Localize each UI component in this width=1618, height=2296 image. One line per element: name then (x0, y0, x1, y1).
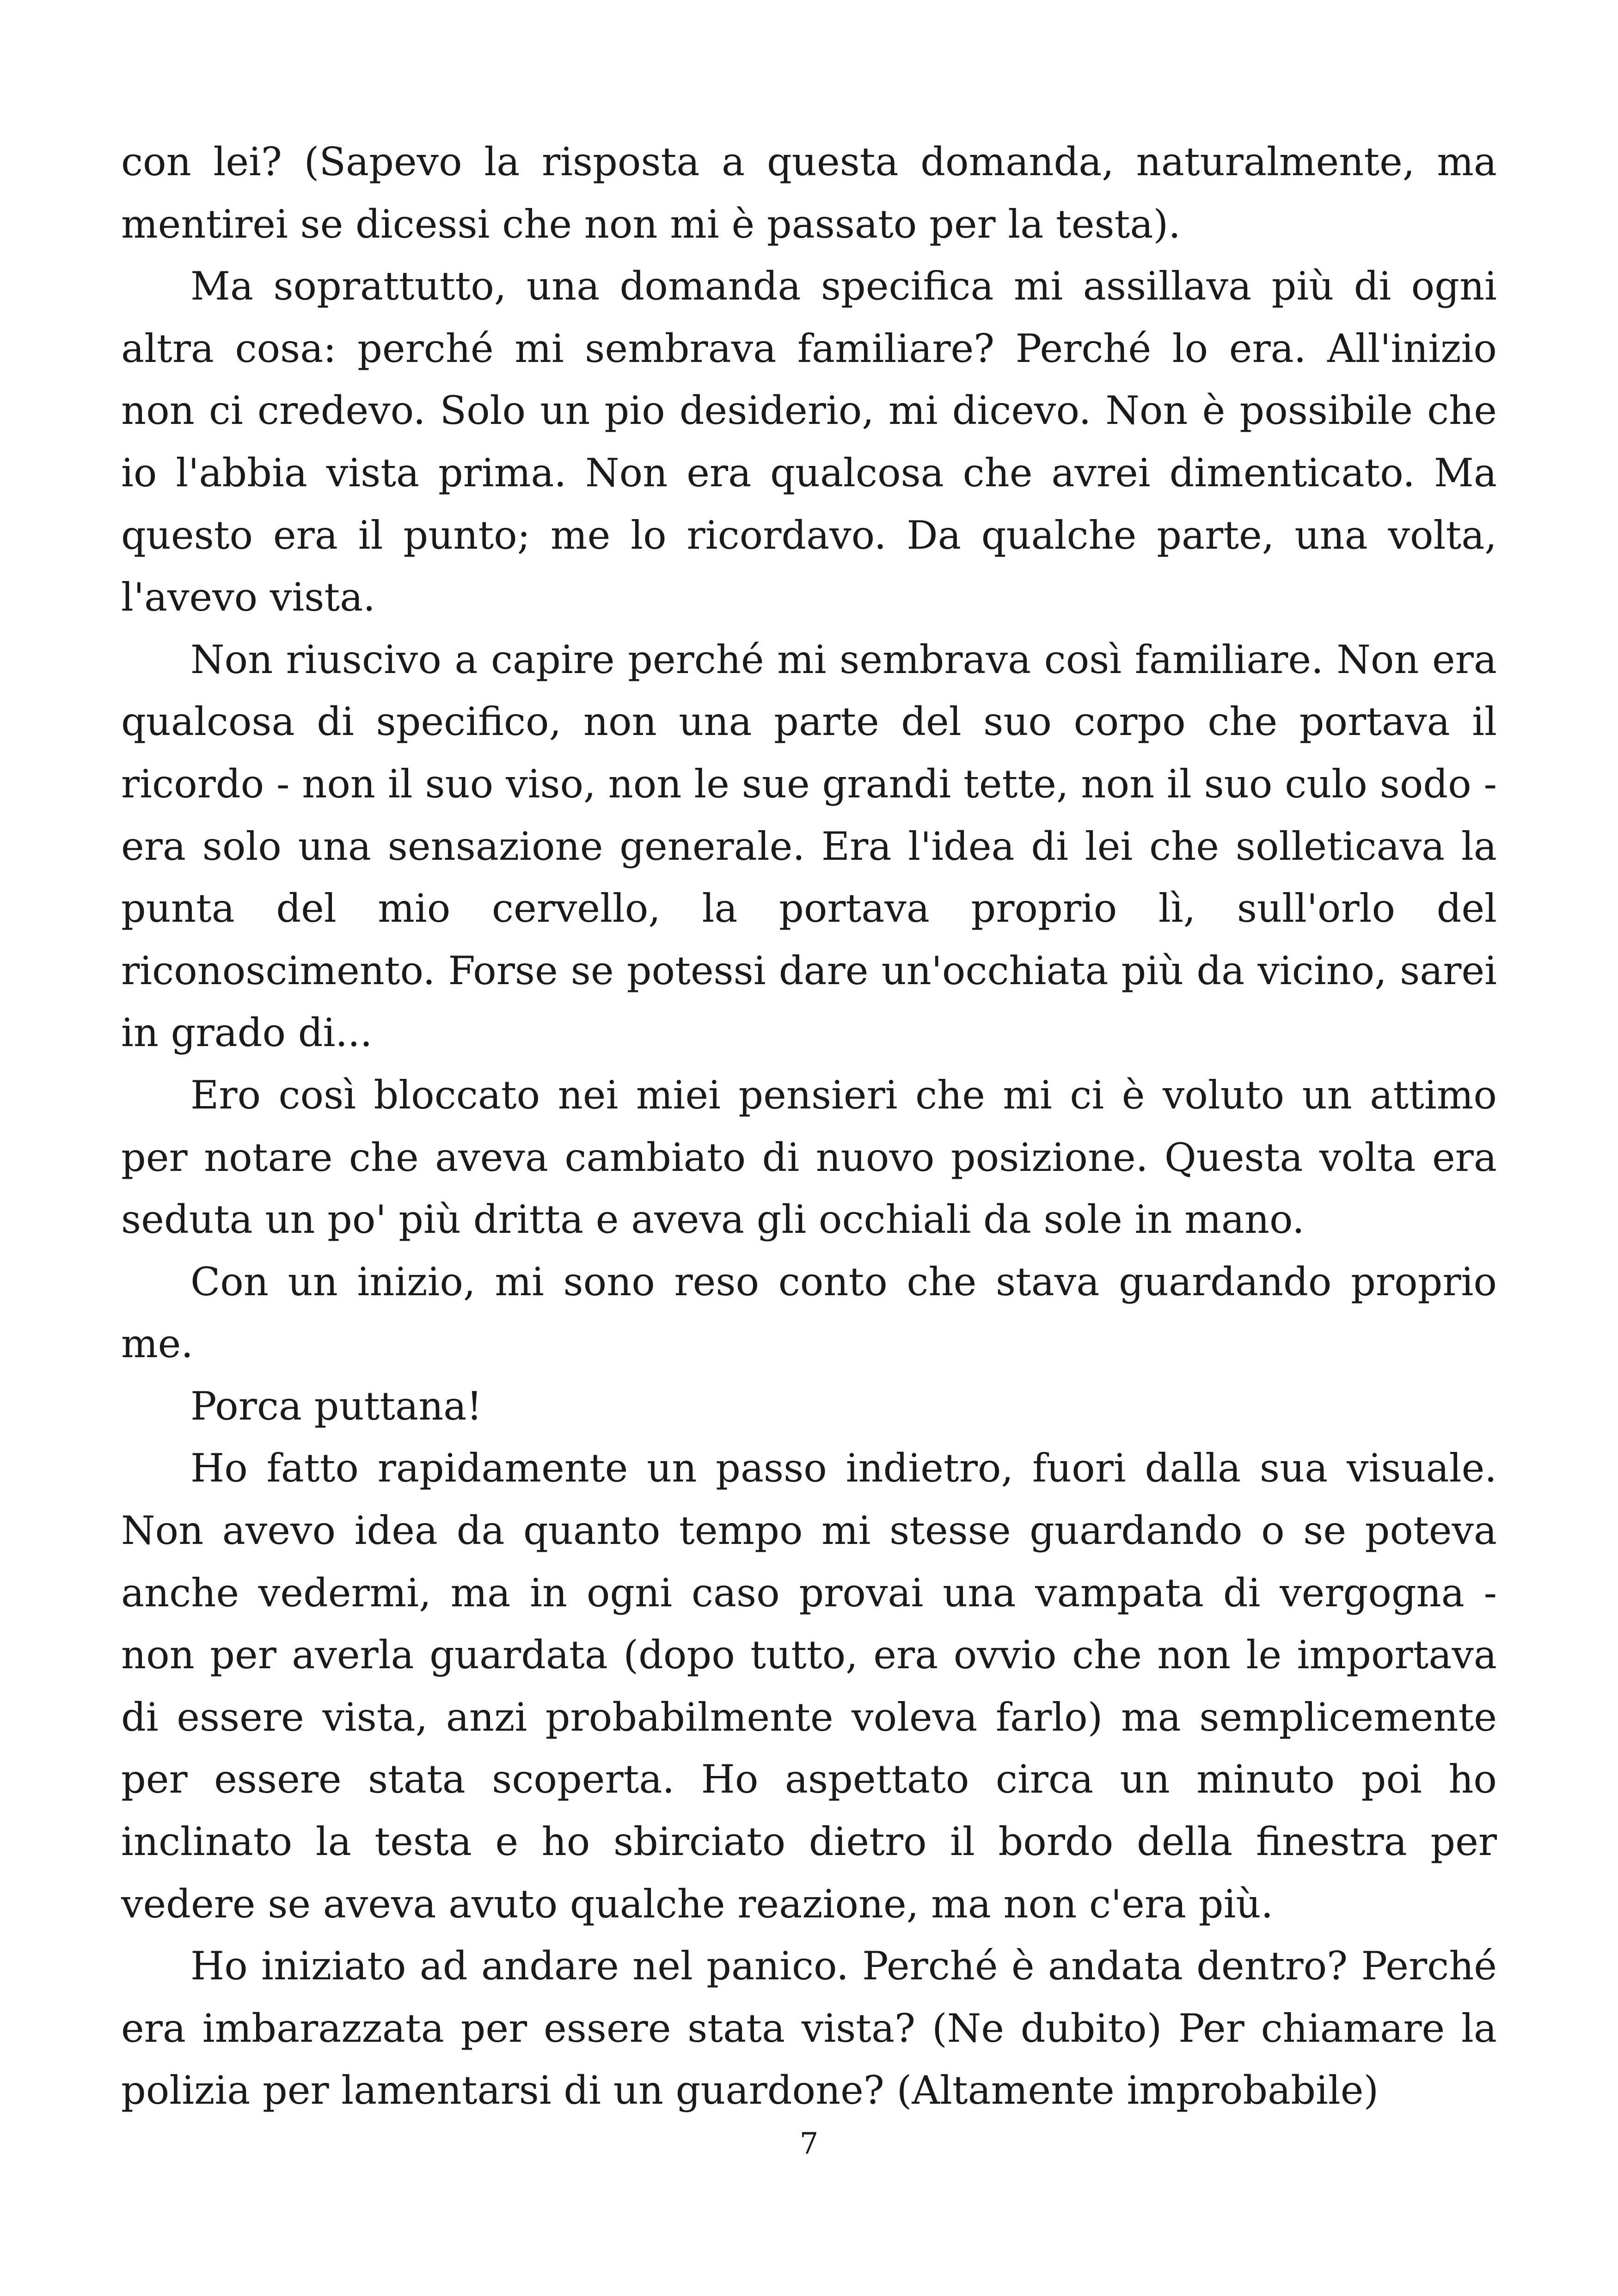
paragraph-8: Ho iniziato ad andare nel panico. Perché è andata dentro? Perché era imbarazzata per essere stata vista? (Ne dubito) Per chiamare la polizia per lamentarsi di un guardone? (Altamente improbabile) (121, 1943, 1497, 2113)
paragraph-7: Ho fatto rapidamente un passo indietro, fuori dalla sua visuale. Non avevo idea da quanto tempo mi stesse guardando o se poteva anche vedermi, ma in ogni caso provai una vampata di vergogna - non per averla guardata (dopo tutto, era ovvio che non le importava di essere vista, anzi probabilmente voleva farlo) ma semplicemente per essere stata scoperta. Ho aspettato circa un minuto poi ho inclinato la testa e ho sbirciato dietro il bordo della finestra per vedere se aveva avuto qualche reazione, ma non c'era più. (121, 1445, 1497, 1927)
body-text (121, 131, 1497, 2122)
paragraph-5: Con un inizio, mi sono reso conto che stava guardando proprio me. (121, 1259, 1497, 1367)
paragraph-6: Porca puttana! (190, 1383, 483, 1429)
page-number: 7 (799, 2127, 819, 2161)
paragraph-1: con lei? (Sapevo la risposta a questa domanda, naturalmente, ma mentirei se dicessi che non mi è passato per la testa). (121, 139, 1497, 247)
paragraph-3: Non riuscivo a capire perché mi sembrava così familiare. Non era qualcosa di specifico, non una parte del suo corpo che portava il ricordo - non il suo viso, non le sue grandi tette, non il suo culo sodo - era solo una sensazione generale. Era l'idea di lei che solleticava la punta del mio cervello, la portava proprio lì, sull'orlo del riconoscimento. Forse se potessi dare un'occhiata più da vicino, sarei in grado di... (121, 637, 1497, 1056)
paragraph-2: Ma soprattutto, una domanda specifica mi assillava più di ogni altra cosa: perché mi sembrava familiare? Perché lo era. All'inizio non ci credevo. Solo un pio desiderio, mi dicevo. Non è possibile che io l'abbia vista prima. Non era qualcosa che avrei dimenticato. Ma questo era il punto; me lo ricordavo. Da qualche parte, una volta, l'avevo vista. (121, 263, 1497, 620)
paragraph-4: Ero così bloccato nei miei pensieri che mi ci è voluto un attimo per notare che aveva cambiato di nuovo posizione. Questa volta era seduta un po' più dritta e aveva gli occhiali da sole in mano. (121, 1072, 1497, 1243)
